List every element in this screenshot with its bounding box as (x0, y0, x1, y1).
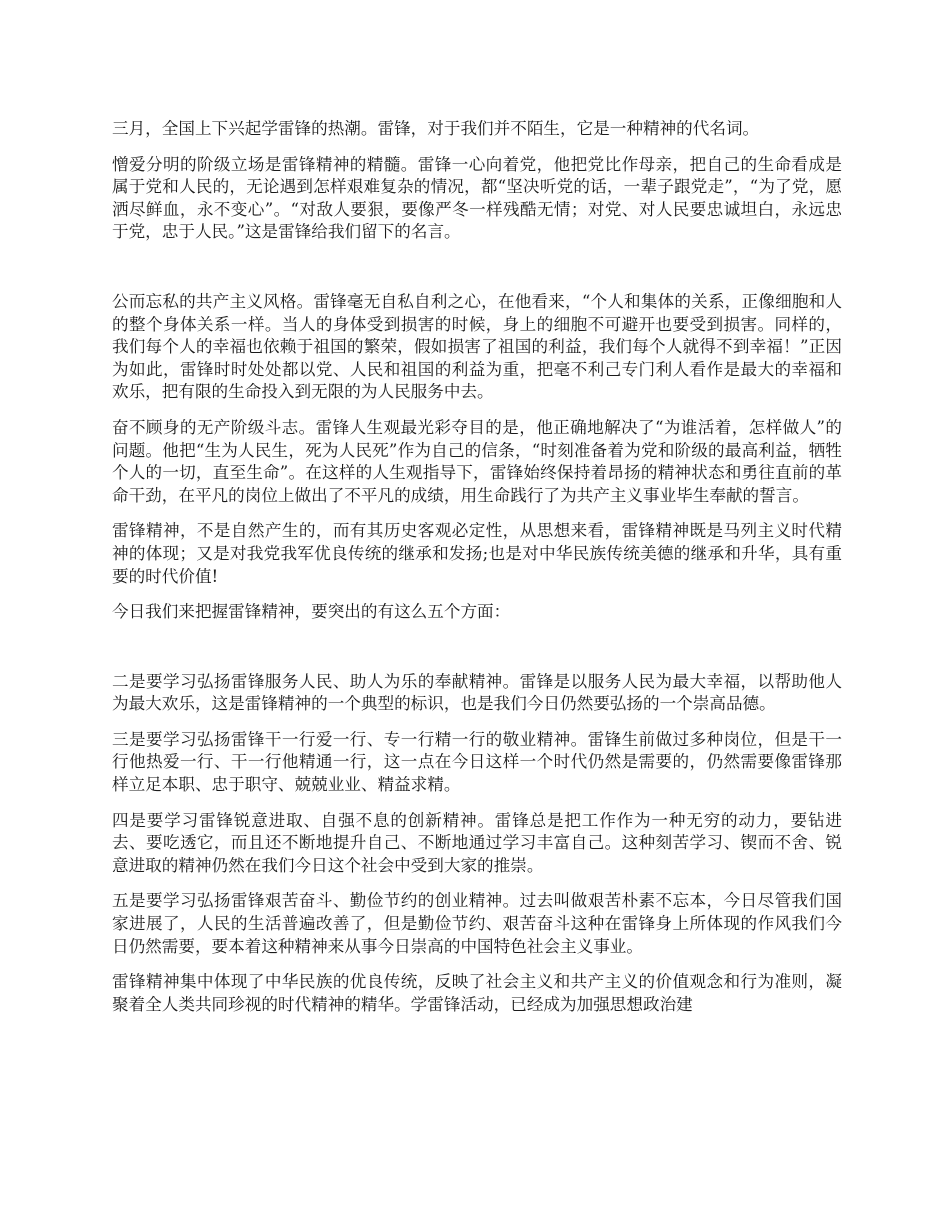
paragraph-aspect-two: 二是要学习弘扬雷锋服务人民、助人为乐的奉献精神。雷锋是以服务人民为最大幸福，以帮助他人为最大欢乐，这是雷锋精神的一个典型的标识，也是我们今日仍然要弘扬的一个崇高品德。 (112, 671, 842, 714)
paragraph-spacer (112, 257, 842, 291)
paragraph-spacer (112, 637, 842, 671)
paragraph-class-stand: 憎爱分明的阶级立场是雷锋精神的精髓。雷锋一心向着党，他把党比作母亲，把自己的生命看成是属于党和人民的，无论遇到怎样艰难复杂的情况，都“坚决听党的话，一辈子跟党走”，“为了党，愿洒尽鲜血，永不变心”。“对敌人要狠，要像严冬一样残酷无情；对党、对人民要忠诚坦白，永远忠于党，忠于人民。”这是雷锋给我们留下的名言。 (112, 154, 842, 242)
paragraph-aspect-four: 四是要学习雷锋锐意进取、自强不息的创新精神。雷锋总是把工作作为一种无穷的动力，要钻进去、要吃透它，而且还不断地提升自己、不断地通过学习丰富自己。这种刻苦学习、锲而不舍、锐意进取的精神仍然在我们今日这个社会中受到大家的推崇。 (112, 810, 842, 875)
document-body (112, 118, 842, 1029)
paragraph-selfless-style: 公而忘私的共产主义风格。雷锋毫无自私自利之心，在他看来，“个人和集体的关系，正像细胞和人的整个身体关系一样。当人的身体受到损害的时候，身上的细胞不可避开也要受到损害。同样的，我们每个人的幸福也依赖于祖国的繁荣，假如损害了祖国的利益，我们每个人就得不到幸福！”正因为如此，雷锋时时处处都以党、人民和祖国的利益为重，把毫不利己专门利人看作是最大的幸福和欢乐，把有限的生命投入到无限的为人民服务中去。 (112, 291, 842, 402)
paragraph-intro: 三月，全国上下兴起学雷锋的热潮。雷锋，对于我们并不陌生，它是一种精神的代名词。 (112, 119, 760, 138)
paragraph-fighting-spirit: 奋不顾身的无产阶级斗志。雷锋人生观最光彩夺目的是，他正确地解决了“为谁活着，怎样做人”的问题。他把“生为人民生，死为人民死”作为自己的信条，“时刻准备着为党和阶级的最高利益，牺牲个人的一切，直至生命”。在这样的人生观指导下，雷锋始终保持着昂扬的精神状态和勇往直前的革命干劲，在平凡的岗位上做出了不平凡的成绩，用生命践行了为共产主义事业毕生奉献的誓言。 (112, 417, 842, 505)
paragraph-conclusion: 雷锋精神集中体现了中华民族的优良传统，反映了社会主义和共产主义的价值观念和行为准则，凝聚着全人类共同珍视的时代精神的精华。学雷锋活动，已经成为加强思想政治建 (112, 972, 842, 1014)
paragraph-aspect-three: 三是要学习弘扬雷锋干一行爱一行、专一行精一行的敬业精神。雷锋生前做过多种岗位，但是干一行他热爱一行、干一行他精通一行，这一点在今日这样一个时代仍然是需要的，仍然需要像雷锋那样立足本职、忠于职守、兢兢业业、精益求精。 (112, 729, 842, 795)
paragraph-aspect-five: 五是要学习弘扬雷锋艰苦奋斗、勤俭节约的创业精神。过去叫做艰苦朴素不忘本，今日尽管我们国家进展了，人民的生活普遍改善了，但是勤俭节约、艰苦奋斗这种在雷锋身上所体现的作风我们今日仍然需要，要本着这种精神来从事今日崇高的中国特色社会主义事业。 (112, 891, 842, 956)
paragraph-historical-value: 雷锋精神，不是自然产生的，而有其历史客观必定性，从思想来看，雷锋精神既是马列主义时代精神的体现；又是对我党我军优良传统的继承和发扬;也是对中华民族传统美德的继承和升华，具有重要的时代价值! (112, 521, 842, 586)
paragraph-five-aspects: 今日我们来把握雷锋精神，要突出的有这么五个方面： (112, 602, 511, 622)
